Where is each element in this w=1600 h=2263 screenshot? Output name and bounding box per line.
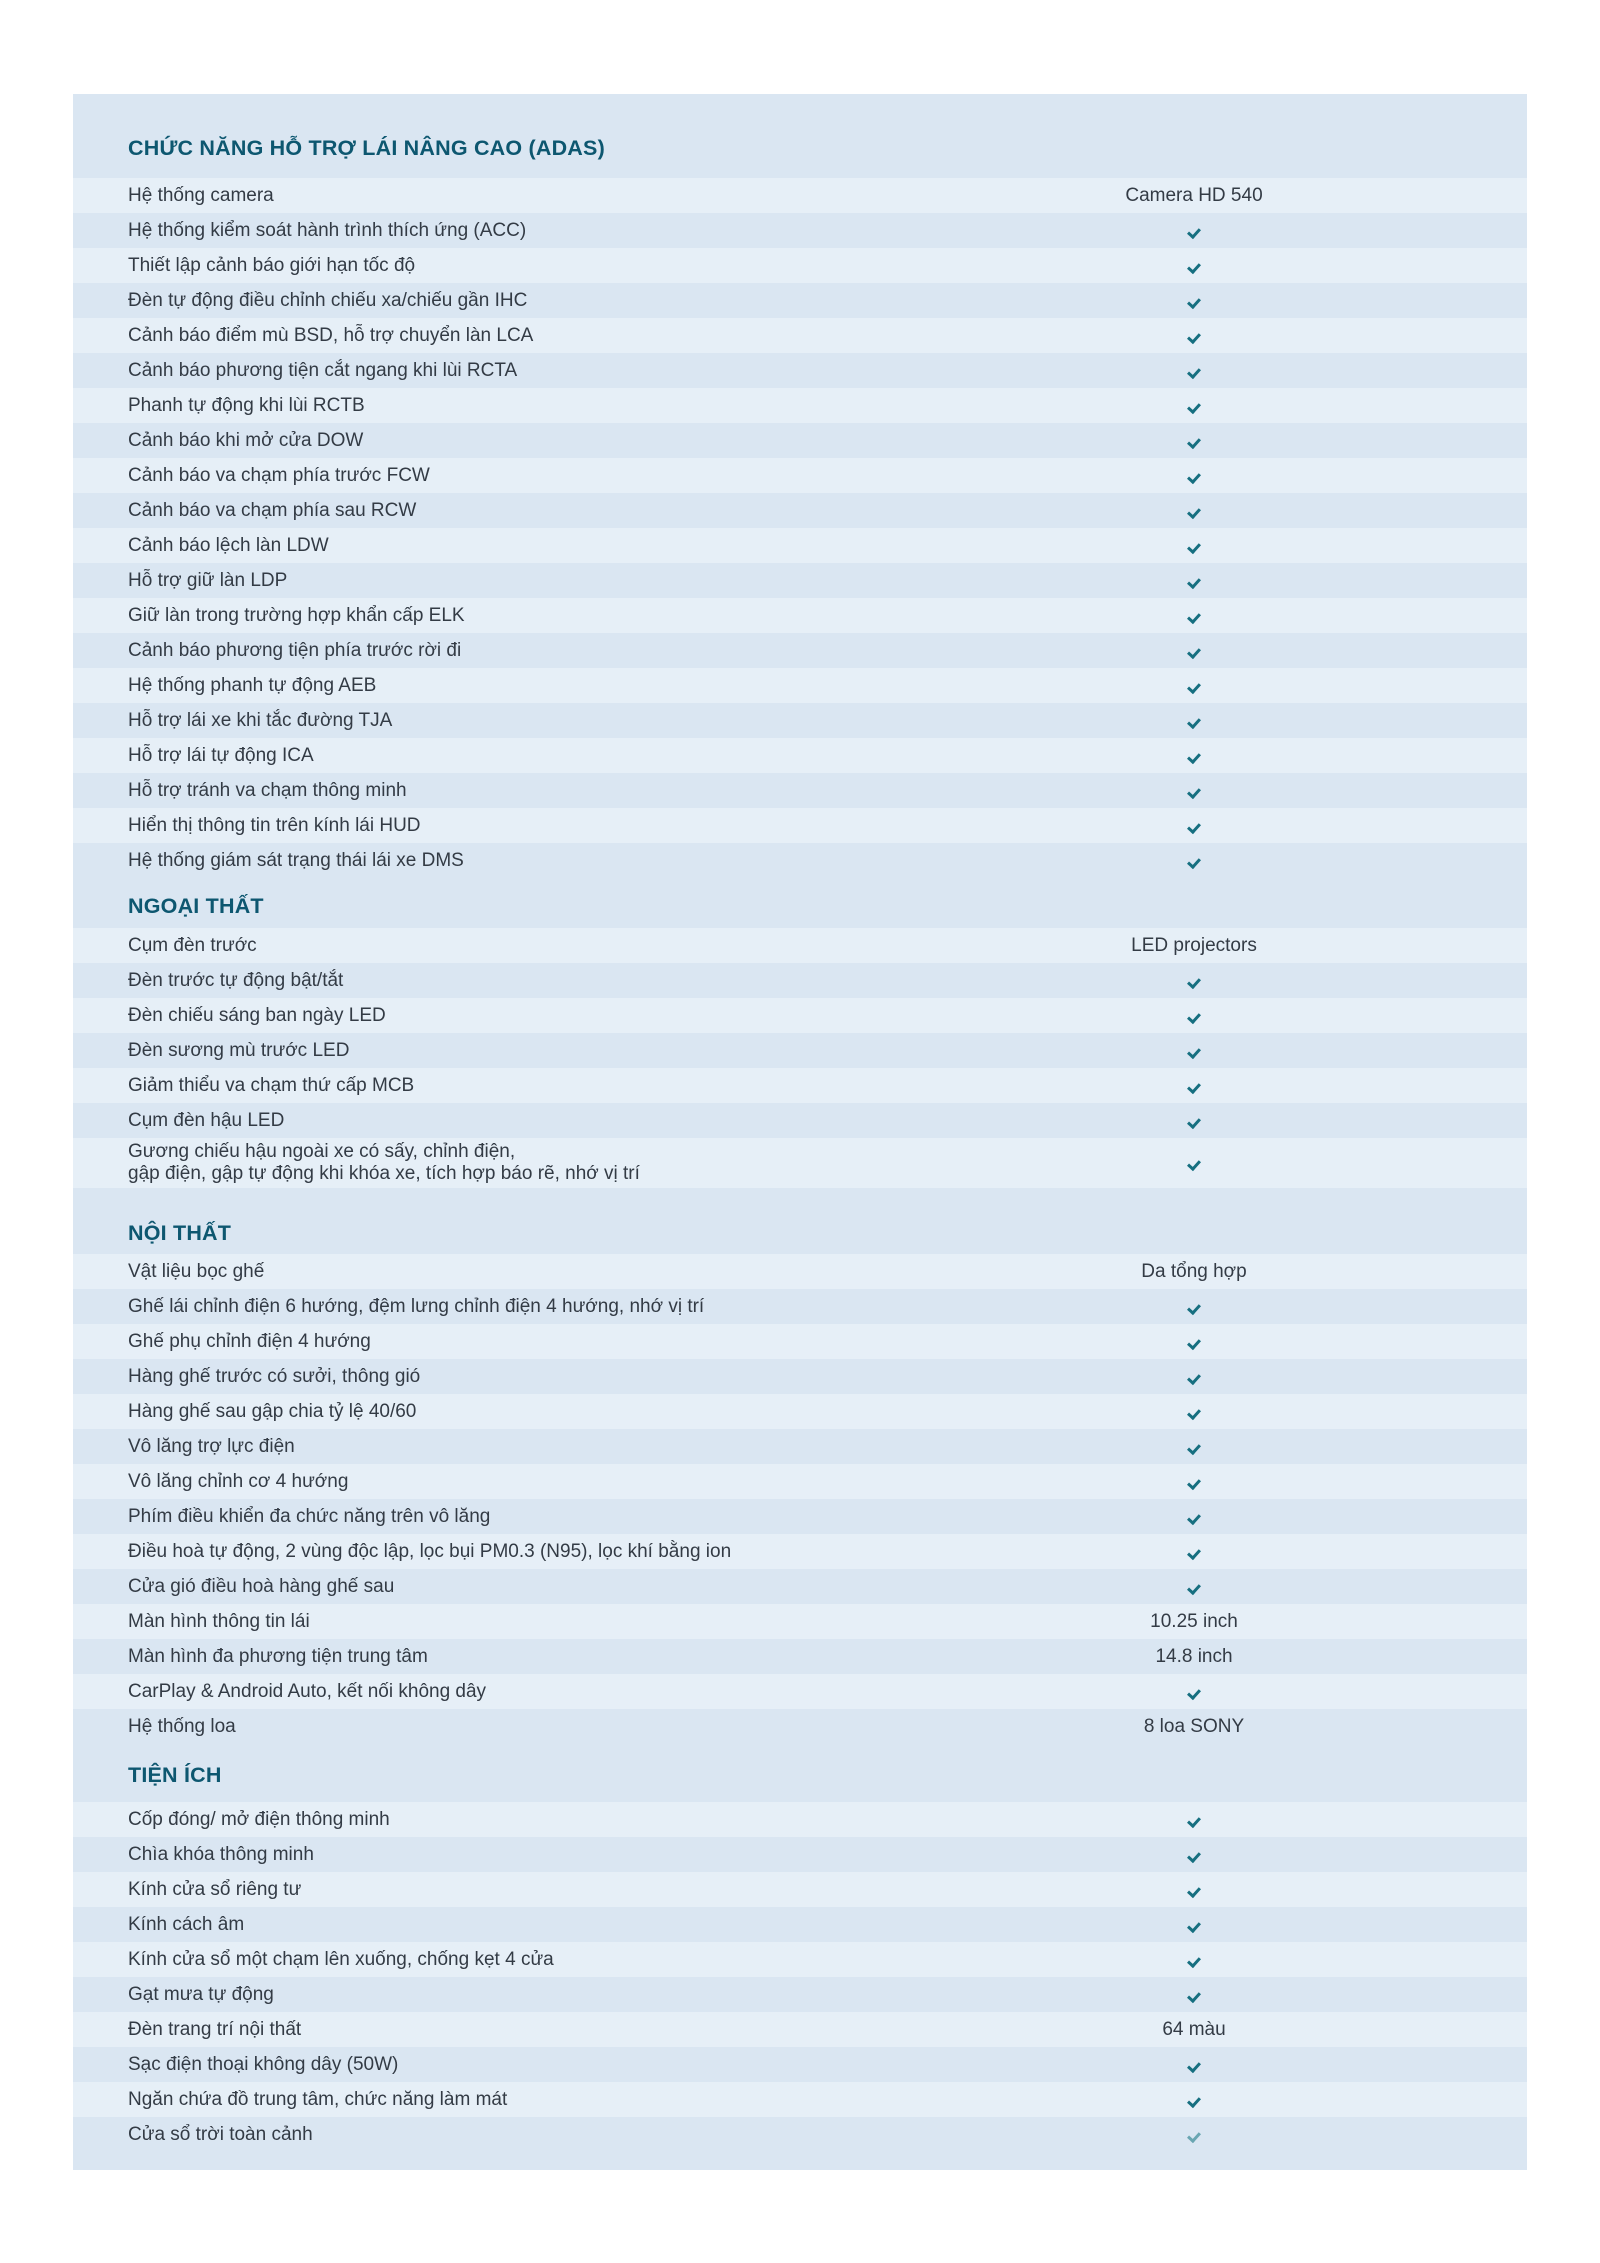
- check-icon-cell: [1044, 675, 1344, 697]
- section-title: NGOẠI THẤT: [128, 894, 264, 918]
- check-icon-cell: [1044, 570, 1344, 592]
- spec-value: 8 loa SONY: [1143, 1715, 1245, 1737]
- spec-label: Thiết lập cảnh báo giới hạn tốc độ: [128, 254, 416, 276]
- check-icon-cell: [1044, 1366, 1344, 1388]
- spec-label: Ngăn chứa đồ trung tâm, chức năng làm mát: [128, 2088, 508, 2110]
- spec-row: [73, 2012, 1527, 2047]
- spec-label: Đèn tự động điều chỉnh chiếu xa/chiếu gần IHC: [128, 289, 528, 311]
- check-icon: [1187, 1044, 1201, 1058]
- spec-label: Cụm đèn hậu LED: [128, 1109, 285, 1131]
- check-icon-cell: [1044, 1844, 1344, 1866]
- spec-label: Cốp đóng/ mở điện thông minh: [128, 1808, 390, 1830]
- check-icon-cell: [1044, 220, 1344, 242]
- check-icon-cell: [1044, 290, 1344, 312]
- spec-row: [73, 633, 1527, 668]
- check-icon: [1187, 1370, 1201, 1384]
- spec-label: Cửa gió điều hoà hàng ghế sau: [128, 1575, 395, 1597]
- spec-label: Cảnh báo va chạm phía trước FCW: [128, 464, 430, 486]
- check-icon: [1187, 1918, 1201, 1932]
- check-icon: [1187, 2093, 1201, 2107]
- check-icon-cell: [1044, 1040, 1344, 1062]
- check-icon-cell: [1044, 1152, 1344, 1174]
- check-icon: [1187, 609, 1201, 623]
- spec-value: 10.25 inch: [1150, 1610, 1238, 1632]
- spec-row: [73, 178, 1527, 213]
- spec-value: LED projectors: [1131, 934, 1257, 956]
- check-icon-cell: [1044, 2124, 1344, 2146]
- spec-row: [73, 493, 1527, 528]
- spec-row: [73, 843, 1527, 878]
- check-icon-cell: [1044, 500, 1344, 522]
- check-icon-cell: [1044, 815, 1344, 837]
- spec-row: [73, 1324, 1527, 1359]
- check-icon-cell: [1044, 1914, 1344, 1936]
- spec-row: [73, 1534, 1527, 1569]
- check-icon-cell: [1044, 1401, 1344, 1423]
- check-icon: [1187, 399, 1201, 413]
- check-icon-cell: [1044, 850, 1344, 872]
- spec-label: Giảm thiểu va chạm thứ cấp MCB: [128, 1074, 415, 1096]
- check-icon: [1187, 679, 1201, 693]
- check-icon: [1187, 364, 1201, 378]
- check-icon: [1187, 294, 1201, 308]
- spec-row: [73, 1802, 1527, 1837]
- spec-label: Cảnh báo phương tiện phía trước rời đi: [128, 639, 462, 661]
- spec-row: [73, 1977, 1527, 2012]
- spec-row: [73, 1674, 1527, 1709]
- spec-row: [73, 1429, 1527, 1464]
- check-icon-cell: [1044, 1576, 1344, 1598]
- spec-value: Da tổng hợp: [1141, 1260, 1247, 1282]
- spec-row: [73, 1394, 1527, 1429]
- spec-label: Hệ thống kiểm soát hành trình thích ứng (ACC): [128, 219, 527, 241]
- check-icon: [1187, 974, 1201, 988]
- check-icon: [1187, 574, 1201, 588]
- spec-label: Điều hoà tự động, 2 vùng độc lập, lọc bụi PM0.3 (N95), lọc khí bằng ion: [128, 1540, 732, 1562]
- spec-label: Ghế phụ chỉnh điện 4 hướng: [128, 1330, 371, 1352]
- check-icon-cell: [1044, 1296, 1344, 1318]
- spec-label: Kính cửa sổ một chạm lên xuống, chống kẹt 4 cửa: [128, 1948, 554, 1970]
- spec-label: Ghế lái chỉnh điện 6 hướng, đệm lưng chỉnh điện 4 hướng, nhớ vị trí: [128, 1295, 705, 1317]
- spec-row: [73, 1138, 1527, 1188]
- check-icon: [1187, 329, 1201, 343]
- check-icon: [1187, 1157, 1201, 1171]
- check-icon: [1187, 819, 1201, 833]
- spec-label: Cảnh báo lệch làn LDW: [128, 534, 329, 556]
- check-icon: [1187, 1475, 1201, 1489]
- spec-row: [73, 248, 1527, 283]
- check-icon-cell: [1044, 255, 1344, 277]
- spec-row: [73, 1499, 1527, 1534]
- check-icon: [1187, 1685, 1201, 1699]
- check-icon: [1187, 1813, 1201, 1827]
- spec-row: [73, 738, 1527, 773]
- check-icon-cell: [1044, 1541, 1344, 1563]
- spec-label: Hệ thống phanh tự động AEB: [128, 674, 377, 696]
- check-icon: [1187, 1580, 1201, 1594]
- check-icon-cell: [1044, 1949, 1344, 1971]
- spec-label: Hệ thống giám sát trạng thái lái xe DMS: [128, 849, 464, 871]
- spec-row: [73, 703, 1527, 738]
- check-icon: [1187, 1405, 1201, 1419]
- section-title: NỘI THẤT: [128, 1221, 232, 1245]
- spec-label: Sạc điện thoại không dây (50W): [128, 2053, 399, 2075]
- check-icon-cell: [1044, 1436, 1344, 1458]
- section-title: CHỨC NĂNG HỖ TRỢ LÁI NÂNG CAO (ADAS): [128, 136, 605, 160]
- check-icon: [1187, 1988, 1201, 2002]
- check-icon-cell: [1044, 395, 1344, 417]
- spec-label-line-2: gập điện, gập tự động khi khóa xe, tích hợp báo rẽ, nhớ vị trí: [128, 1163, 640, 1184]
- check-icon: [1187, 1335, 1201, 1349]
- spec-label: Đèn chiếu sáng ban ngày LED: [128, 1004, 386, 1026]
- section-title: TIỆN ÍCH: [128, 1763, 222, 1787]
- spec-row: [73, 2117, 1527, 2152]
- check-icon: [1187, 749, 1201, 763]
- spec-row: [73, 1604, 1527, 1639]
- spec-row: [73, 1942, 1527, 1977]
- spec-label: Phím điều khiển đa chức năng trên vô lăng: [128, 1505, 491, 1527]
- spec-row: [73, 1837, 1527, 1872]
- spec-row: [73, 1033, 1527, 1068]
- spec-label: Cảnh báo khi mở cửa DOW: [128, 429, 364, 451]
- check-icon-cell: [1044, 1331, 1344, 1353]
- spec-label: Đèn trang trí nội thất: [128, 2018, 302, 2040]
- spec-row: [73, 998, 1527, 1033]
- spec-value: Camera HD 540: [1125, 184, 1263, 206]
- check-icon-cell: [1044, 1506, 1344, 1528]
- spec-label: Hệ thống loa: [128, 1715, 236, 1737]
- check-icon-cell: [1044, 710, 1344, 732]
- check-icon-cell: [1044, 1809, 1344, 1831]
- spec-label: Hỗ trợ tránh va chạm thông minh: [128, 779, 407, 801]
- spec-row: [73, 1872, 1527, 1907]
- spec-label: Cụm đèn trước: [128, 934, 257, 956]
- check-icon: [1187, 1009, 1201, 1023]
- check-icon-cell: [1044, 535, 1344, 557]
- spec-row: [73, 353, 1527, 388]
- check-icon: [1187, 434, 1201, 448]
- spec-label: Kính cách âm: [128, 1913, 245, 1935]
- spec-label: Đèn sương mù trước LED: [128, 1039, 350, 1061]
- check-icon-cell: [1044, 1075, 1344, 1097]
- spec-row: [73, 1068, 1527, 1103]
- check-icon-cell: [1044, 970, 1344, 992]
- check-icon-cell: [1044, 640, 1344, 662]
- spec-label: Vô lăng trợ lực điện: [128, 1435, 295, 1457]
- spec-sheet: [73, 94, 1527, 2170]
- check-icon: [1187, 469, 1201, 483]
- spec-row: [73, 2047, 1527, 2082]
- check-icon: [1187, 539, 1201, 553]
- check-icon: [1187, 1953, 1201, 1967]
- spec-label: Kính cửa sổ riêng tư: [128, 1878, 302, 1900]
- check-icon-cell: [1044, 1681, 1344, 1703]
- spec-label: Hỗ trợ lái tự động ICA: [128, 744, 314, 766]
- spec-row: [73, 283, 1527, 318]
- check-icon-cell: [1044, 1471, 1344, 1493]
- check-icon: [1187, 854, 1201, 868]
- check-icon-cell: [1044, 325, 1344, 347]
- check-icon: [1187, 1079, 1201, 1093]
- spec-label-line-1: Gương chiếu hậu ngoài xe có sấy, chỉnh điện,: [128, 1141, 516, 1162]
- check-icon-cell: [1044, 605, 1344, 627]
- spec-row: [73, 1709, 1527, 1744]
- check-icon-cell: [1044, 1984, 1344, 2006]
- check-icon-cell: [1044, 780, 1344, 802]
- spec-row: [73, 1639, 1527, 1674]
- check-icon: [1187, 1440, 1201, 1454]
- spec-row: [73, 1254, 1527, 1289]
- spec-value: 14.8 inch: [1155, 1645, 1233, 1667]
- spec-label: Cảnh báo điểm mù BSD, hỗ trợ chuyển làn LCA: [128, 324, 534, 346]
- spec-label: Chìa khóa thông minh: [128, 1843, 314, 1865]
- check-icon-cell: [1044, 745, 1344, 767]
- spec-row: [73, 528, 1527, 563]
- check-icon: [1187, 1883, 1201, 1897]
- spec-label: Cảnh báo va chạm phía sau RCW: [128, 499, 417, 521]
- spec-row: [73, 1359, 1527, 1394]
- spec-label: Đèn trước tự động bật/tắt: [128, 969, 344, 991]
- check-icon: [1187, 1848, 1201, 1862]
- spec-row: [73, 668, 1527, 703]
- spec-row: [73, 1907, 1527, 1942]
- spec-label: Màn hình đa phương tiện trung tâm: [128, 1645, 428, 1667]
- check-icon: [1187, 1510, 1201, 1524]
- spec-label: Hệ thống camera: [128, 184, 274, 206]
- check-icon: [1187, 1300, 1201, 1314]
- spec-row: [73, 388, 1527, 423]
- spec-row: [73, 598, 1527, 633]
- spec-row: [73, 928, 1527, 963]
- spec-label: Giữ làn trong trường hợp khẩn cấp ELK: [128, 604, 465, 626]
- check-icon: [1187, 1114, 1201, 1128]
- check-icon: [1187, 1545, 1201, 1559]
- spec-label: Hàng ghế trước có sưởi, thông gió: [128, 1365, 421, 1387]
- spec-label: [128, 1141, 640, 1185]
- check-icon-cell: [1044, 2054, 1344, 2076]
- spec-value: 64 màu: [1162, 2018, 1226, 2040]
- spec-label: Màn hình thông tin lái: [128, 1610, 310, 1632]
- spec-label: Vật liệu bọc ghế: [128, 1260, 265, 1282]
- spec-row: [73, 808, 1527, 843]
- check-icon: [1187, 2058, 1201, 2072]
- check-icon-cell: [1044, 1879, 1344, 1901]
- spec-row: [73, 318, 1527, 353]
- spec-label: CarPlay & Android Auto, kết nối không dây: [128, 1680, 487, 1702]
- spec-label: Cửa sổ trời toàn cảnh: [128, 2123, 313, 2145]
- spec-label: Vô lăng chỉnh cơ 4 hướng: [128, 1470, 349, 1492]
- spec-row: [73, 458, 1527, 493]
- spec-row: [73, 1464, 1527, 1499]
- check-icon: [1187, 784, 1201, 798]
- check-icon-cell: [1044, 465, 1344, 487]
- spec-label: Hỗ trợ giữ làn LDP: [128, 569, 288, 591]
- spec-label: Cảnh báo phương tiện cắt ngang khi lùi RCTA: [128, 359, 518, 381]
- spec-label: Hàng ghế sau gập chia tỷ lệ 40/60: [128, 1400, 417, 1422]
- spec-row: [73, 2082, 1527, 2117]
- spec-label: Gạt mưa tự động: [128, 1983, 274, 2005]
- check-icon-cell: [1044, 360, 1344, 382]
- spec-row: [73, 1289, 1527, 1324]
- spec-row: [73, 423, 1527, 458]
- check-icon: [1187, 224, 1201, 238]
- spec-row: [73, 213, 1527, 248]
- spec-row: [73, 1569, 1527, 1604]
- check-icon-cell: [1044, 2089, 1344, 2111]
- spec-label: Hiển thị thông tin trên kính lái HUD: [128, 814, 421, 836]
- spec-label: Hỗ trợ lái xe khi tắc đường TJA: [128, 709, 393, 731]
- check-icon: [1187, 714, 1201, 728]
- spec-row: [73, 563, 1527, 598]
- check-icon-cell: [1044, 1110, 1344, 1132]
- check-icon: [1187, 2128, 1201, 2142]
- spec-row: [73, 963, 1527, 998]
- check-icon: [1187, 644, 1201, 658]
- check-icon-cell: [1044, 430, 1344, 452]
- spec-row: [73, 1103, 1527, 1138]
- check-icon: [1187, 504, 1201, 518]
- check-icon-cell: [1044, 1005, 1344, 1027]
- spec-row: [73, 773, 1527, 808]
- check-icon: [1187, 259, 1201, 273]
- spec-label: Phanh tự động khi lùi RCTB: [128, 394, 365, 416]
